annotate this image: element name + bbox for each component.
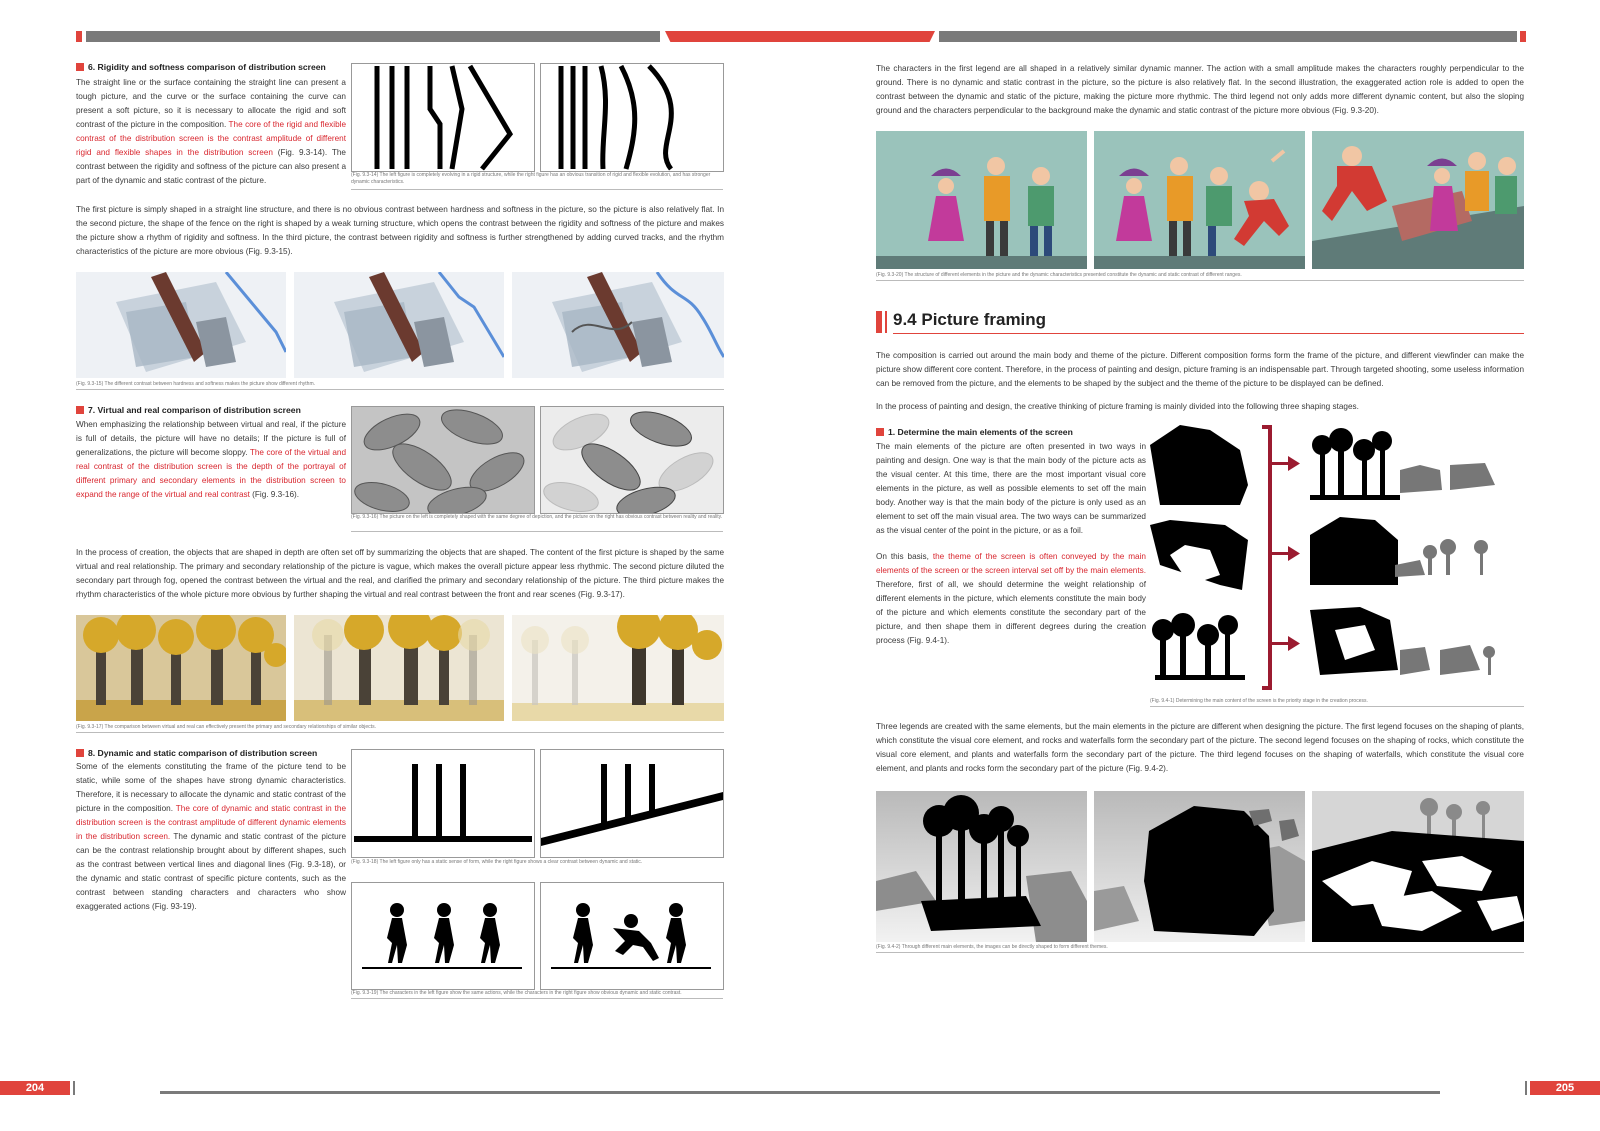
caption-rule [1150, 706, 1524, 707]
section-9-4-paragraph-2: In the process of painting and design, the creative thinking of picture framing is mainly divided into the following three shaping stages. [876, 402, 1359, 411]
caption-rule [876, 280, 1524, 281]
figure-9-4-2-image-2 [1094, 791, 1305, 942]
figure-9-4-1-diagram [1150, 425, 1524, 695]
figure-9-3-17-caption: (Fig. 9.3-17) The comparison between virtual and real can effectively present the primary and secondary relationships of similar objects. [76, 724, 376, 730]
figure-9-3-20-image-1 [876, 131, 1087, 269]
figure-9-3-15-image-1 [76, 272, 286, 378]
top-bar-left-accent [76, 31, 82, 42]
figure-9-3-16-caption: (Fig. 9.3-16) The picture on the left is completely shaped with the same degree of depiction, and the picture on the right has obvious contrast between reality and reality. [351, 514, 723, 520]
figure-9-3-15-image-3 [512, 272, 724, 378]
caption-rule [351, 189, 723, 190]
section-6-heading: 6. Rigidity and softness comparison of distribution screen [76, 62, 326, 72]
bottom-bar-gray [160, 1091, 1440, 1094]
bottom-tick-left [73, 1081, 75, 1095]
figure-9-3-17-image-3 [512, 615, 724, 721]
caption-rule [876, 952, 1524, 953]
figure-9-3-14-left [351, 63, 535, 172]
figure-9-3-15-image-2 [294, 272, 504, 378]
figure-9-4-2-caption: (Fig. 9.4-2) Through different main elements, the images can be directly shaped to form different themes. [876, 944, 1108, 950]
top-bar-left-gray [86, 31, 660, 42]
section-9-4-paragraph-3: Three legends are created with the same elements, but the main elements in the picture are different when designing the picture. The first legend focuses on the shaping of plants, which constitute the visual core element, and rocks and waterfalls form the secondary part of the picture. The second legend focuses on the shaping of rocks, which constitute the visual core element, and plants and waterfalls form the secondary part of the picture. The third legend focuses on the shaping of waterfalls, which constitute the visual core element, and plants and rocks form the secondary part of the picture (Fig. 9.4-2). [876, 722, 1524, 773]
page-number-right: 205 [1530, 1081, 1600, 1095]
section-title: 9.4 Picture framing [893, 310, 1047, 329]
figure-9-3-18-right [540, 749, 724, 858]
section-7-paragraph-2: In the process of creation, the objects that are shaped in depth are often set off by summarizing the objects that are shaped. The content of the first picture is shaped by the same virtual and real relationship. The primary and secondary relationship of the picture is vague, which makes the overall picture appear less rhythmic. The second picture diluted the secondary part through fog, opened the contrast between the virtual and the real, and clarified the primary and secondary relationship of the picture. The third picture makes the rhythm characteristics of the whole picture more obvious by further shaping the virtual and real contrast between the front and rear scenes (Fig. 9.3-17). [76, 548, 724, 599]
section-title-underline [893, 333, 1524, 334]
top-bar-center-accent [665, 31, 935, 42]
figure-9-3-20-image-2 [1094, 131, 1305, 269]
figure-9-4-1-caption: (Fig. 9.4-1) Determining the main content of the screen is the priority stage in the creation process. [1150, 698, 1368, 704]
section-8-paragraph: Some of the elements constituting the frame of the picture tend to be static, while some of the shapes have strong dynamic characteristics. Therefore, it is necessary to allocate the dynamic and static contrast of the picture in the composition. The core of dynamic and static contrast in the distribution screen is the contrast amplitude of different dynamic elements in the distribution screen. The dynamic and static contrast of the picture can be the contrast relationship brought about by different shapes, such as the contrast between vertical lines and diagonal lines (Fig. 9.3-18), or the dynamic and static contrast of specific picture contents, such as the contrast between standing characters and characters who show exaggerated actions (Fig. 93-19). [76, 762, 346, 911]
section-6-paragraph: The straight line or the surface containing the straight line can present a tough picture, and the curve or the surface containing the curve can present a soft picture, so it is necessary to allocate the rigid and soft contrast of the picture in the composition. The core of the rigid and flexible contrast of the distribution screen is the contrast amplitude of different rigid and flexible shapes in the distribution screen (Fig. 9.3-14). The contrast between the rigidity and softness of the picture can also present a part of the dynamic and static contrast of the picture. [76, 78, 347, 185]
page-number-left: 204 [0, 1081, 70, 1095]
figure-9-3-20-caption: (Fig. 9.3-20) The structure of different elements in the picture and the dynamic characteristics presented constitute the dynamic and static contrast of different ranges. [876, 272, 1242, 278]
subsection-1-paragraph-2: On this basis, the theme of the screen is often conveyed by the main elements of the screen or the screen interval set off by the main elements. Therefore, first of all, we should determine the weight relationship of different elements in the picture, which elements constitute the main body of the picture and which elements constitute the secondary part of the picture, and then shape them in different degrees during the creation process (Fig. 9.4-1). [876, 552, 1146, 645]
figure-9-3-17-image-1 [76, 615, 286, 721]
figure-9-3-14-caption: (Fig. 9.3-14) The left figure is completely evolving in a rigid structure, while the right figure has an obvious transition of rigid and flexible evolution, and has stronger dynamic characteristics. [351, 172, 711, 185]
section-title-marker-thin [885, 311, 887, 333]
section-8-heading: 8. Dynamic and static comparison of distribution screen [76, 748, 317, 758]
caption-rule [76, 389, 724, 390]
right-intro-paragraph: The characters in the first legend are all shaped in a relatively similar dynamic manner. The action with a small amplitude makes the characters roughly perpendicular to the ground. There is no dynamic and static contrast in the picture, so the picture is also relatively flat. In the second illustration, the exaggerated action role is added to open the contrast between the dynamic and static of the picture, making the picture more rhythmic. The third legend not only adds more different dynamic content, but also the sloping ground and the characters perpendicular to the background make the dynamic and static contrast of the picture more obvious (Fig. 9.3-20). [876, 64, 1524, 115]
section-title-marker [876, 311, 882, 333]
figure-9-3-16-left [351, 406, 535, 514]
section-9-4-paragraph-1: The composition is carried out around the main body and theme of the picture. Different composition forms form the frame of the picture, and different viewfinder can make the picture show different core content. Therefore, in the process of painting and design, picture framing is an indispensable part. Through targeted shooting, some useless information can be removed from the picture, and the elements to be shaped by the subject and the theme of the picture to be displayed can be defined. [876, 351, 1524, 388]
caption-rule [351, 531, 723, 532]
figure-9-3-17-image-2 [294, 615, 504, 721]
top-bar-right-gray [939, 31, 1517, 42]
caption-rule [76, 732, 724, 733]
subsection-1-paragraph-1: The main elements of the picture are often presented in two ways in painting and design. One way is that the main body of the picture acts as the visual center. At this time, there are the most important visual core elements in the picture, as well as possible elements to set off the main body. Another way is that the main body of the picture is only used as an element to set off the main visual area. The two ways can be summarized as the visual center of the point in the picture, or as a foil. [876, 442, 1146, 535]
figure-9-3-18-caption: (Fig. 9.3-18) The left figure only has a static sense of form, while the right figure shows a clear contrast between dynamic and static. [351, 859, 643, 865]
caption-rule [351, 998, 723, 999]
figure-9-3-16-right [540, 406, 724, 514]
figure-9-3-15-caption: (Fig. 9.3-15) The different contrast between hardness and softness makes the picture show different rhythm. [76, 381, 316, 387]
figure-9-3-19-right [540, 882, 724, 990]
figure-9-3-19-caption: (Fig. 9.3-19) The characters in the left figure show the same actions, while the characters in the right figure show obvious dynamic and static contrast. [351, 990, 682, 996]
figure-9-4-2-image-1 [876, 791, 1087, 942]
top-bar-right-accent [1520, 31, 1526, 42]
section-6-paragraph-2: The first picture is simply shaped in a straight line structure, and there is no obvious contrast between hardness and softness in the picture, so the picture is also relatively flat. In the second picture, the shape of the fence on the right is shaped by a weak turning structure, which opens the contrast between the rigidity and softness of the picture and makes the picture show a rhythm of rigidity and softness. In the third picture, the contrast between rigidity and softness is further strengthened by adding curved tracks, and the rhythm characteristics of the picture are more obvious (Fig. 9.3-15). [76, 205, 724, 256]
section-7-heading: 7. Virtual and real comparison of distribution screen [76, 405, 301, 415]
figure-9-3-20-image-3 [1312, 131, 1524, 269]
figure-9-3-14-right [540, 63, 724, 172]
figure-9-4-2-image-3 [1312, 791, 1524, 942]
figure-9-3-19-left [351, 882, 535, 990]
figure-9-3-18-left [351, 749, 535, 858]
subsection-1-heading: 1. Determine the main elements of the screen [876, 427, 1073, 437]
section-7-paragraph: When emphasizing the relationship between virtual and real, if the picture is full of details, the picture will have no details; If the picture is full of generalizations, the picture will become sloppy. The core of the virtual and real contrast of the distribution screen is the depth of the portrayal of different primary and secondary elements in the distribution screen to expand the range of the virtual and real contrast (Fig. 9.3-16). [76, 420, 346, 499]
bottom-tick-right [1525, 1081, 1527, 1095]
